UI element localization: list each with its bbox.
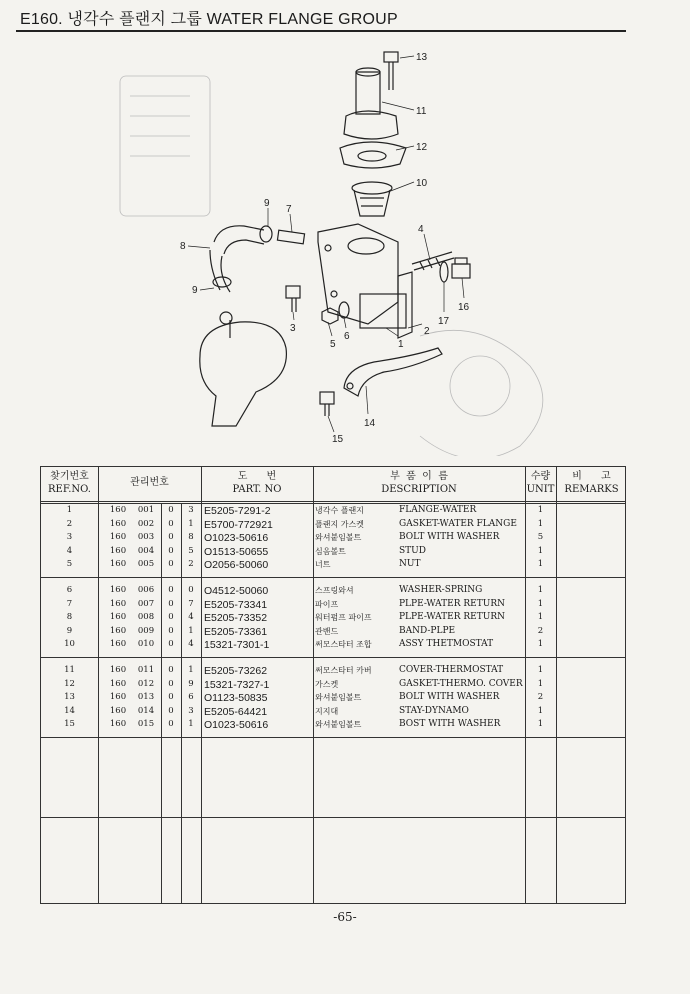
cell-unit: 1 bbox=[537, 665, 544, 675]
cell-part: 15321-7301-1 bbox=[204, 639, 270, 651]
header-rule bbox=[41, 501, 625, 502]
cell-n: 012 bbox=[137, 678, 155, 689]
cell-unit: 1 bbox=[537, 585, 544, 595]
cell-unit: 1 bbox=[537, 598, 544, 609]
col-divider bbox=[98, 467, 99, 903]
callout: 3 bbox=[290, 323, 296, 334]
cell-unit: 1 bbox=[537, 559, 544, 569]
cell-unit: 5 bbox=[537, 532, 544, 542]
cell-part: 15321-7327-1 bbox=[204, 678, 270, 691]
cell-desc: STAY-DYNAMO bbox=[399, 705, 469, 716]
cell-b: 1 bbox=[188, 665, 194, 675]
part-5-nut bbox=[322, 308, 338, 324]
page-number: -65- bbox=[333, 910, 357, 924]
cell-part: O1023-50616 bbox=[204, 532, 269, 544]
group-rule bbox=[41, 657, 625, 658]
cell-desc: BOST WITH WASHER bbox=[399, 719, 501, 729]
cell-part: O2056-50060 bbox=[204, 559, 269, 571]
part-17-washer bbox=[440, 262, 448, 282]
header-part-ko: 도 번 bbox=[237, 471, 277, 482]
cell-g: 160 bbox=[109, 705, 127, 716]
diagram-art bbox=[120, 52, 543, 456]
part-13-bolt bbox=[384, 52, 398, 90]
cell-n: 005 bbox=[137, 559, 155, 569]
cell-a: 0 bbox=[168, 705, 174, 716]
col-divider bbox=[201, 467, 202, 903]
cell-ko: 플랜지 가스켓 bbox=[315, 519, 364, 529]
cell-desc: WASHER-SPRING bbox=[399, 585, 483, 595]
cell-g: 160 bbox=[109, 585, 127, 595]
exploded-diagram bbox=[0, 36, 690, 456]
cell-unit: 1 bbox=[537, 612, 544, 622]
cell-ko: 워터펌프 파이프 bbox=[315, 613, 372, 622]
cell-desc: BOLT WITH WASHER bbox=[399, 692, 500, 702]
cell-b: 3 bbox=[188, 505, 194, 515]
part-3-bolt bbox=[286, 286, 300, 312]
cell-ko: 가스켓 bbox=[315, 679, 339, 689]
cell-a: 0 bbox=[168, 559, 174, 569]
callout: 12 bbox=[416, 142, 428, 153]
cell-n: 009 bbox=[137, 625, 155, 636]
cell-g: 160 bbox=[109, 612, 127, 622]
cell-ko: 스프링와셔 bbox=[315, 586, 354, 595]
cell-unit: 1 bbox=[537, 518, 544, 529]
cell-g: 160 bbox=[109, 559, 127, 569]
header-part bbox=[201, 470, 313, 496]
part-15-bolt bbox=[320, 392, 334, 416]
part-14-stay bbox=[344, 348, 442, 396]
callout: 17 bbox=[438, 316, 450, 327]
cell-part: O4512-50060 bbox=[204, 585, 269, 597]
cell-g: 160 bbox=[109, 545, 127, 556]
cell-b: 4 bbox=[188, 612, 194, 622]
header-ref bbox=[41, 470, 98, 496]
cell-n: 003 bbox=[137, 532, 155, 542]
cell-b: 5 bbox=[188, 545, 194, 556]
cell-g: 160 bbox=[109, 665, 127, 675]
cell-unit: 1 bbox=[537, 719, 544, 729]
cell-ref: 7 bbox=[66, 598, 73, 609]
part-11-cover bbox=[344, 68, 398, 139]
cell-unit: 1 bbox=[537, 705, 544, 716]
cell-a: 0 bbox=[168, 518, 174, 529]
cell-ko: 심음볼트 bbox=[315, 546, 346, 556]
cell-a: 0 bbox=[168, 585, 174, 595]
cell-ref: 1 bbox=[66, 505, 73, 515]
cell-g: 160 bbox=[109, 532, 127, 542]
cell-part: E5205-73262 bbox=[204, 665, 268, 677]
header-unit-ko: 수량 bbox=[530, 471, 551, 482]
part-9-clamp-lower bbox=[213, 277, 231, 287]
cell-ref: 14 bbox=[64, 705, 75, 716]
cell-b: 3 bbox=[188, 705, 194, 716]
cell-ref: 2 bbox=[66, 518, 73, 529]
cell-ref: 13 bbox=[64, 692, 75, 702]
part-16-plug bbox=[452, 258, 470, 278]
cell-b: 4 bbox=[188, 639, 194, 649]
cell-n: 002 bbox=[137, 518, 155, 529]
header-remarks-en: REMARKS bbox=[564, 484, 619, 495]
header-remarks-ko: 비 고 bbox=[572, 471, 611, 482]
cell-n: 007 bbox=[137, 598, 155, 609]
part-7-pipe bbox=[277, 230, 304, 244]
header-mgmt: 관리번호 bbox=[130, 477, 169, 488]
cell-g: 160 bbox=[109, 678, 127, 689]
cell-a: 0 bbox=[168, 612, 174, 622]
callout: 8 bbox=[180, 241, 186, 252]
cell-n: 010 bbox=[137, 639, 155, 649]
cell-b: 1 bbox=[188, 625, 194, 636]
cell-unit: 1 bbox=[537, 639, 544, 649]
background-engine bbox=[120, 76, 543, 456]
cell-ref: 6 bbox=[66, 585, 73, 595]
cell-g: 160 bbox=[109, 518, 127, 529]
callout: 6 bbox=[344, 331, 350, 342]
part-12-gasket bbox=[340, 142, 406, 168]
cell-ko: 써모스타터 조합 bbox=[315, 640, 372, 649]
cell-desc: STUD bbox=[399, 545, 426, 556]
cell-n: 008 bbox=[137, 612, 155, 622]
callout: 15 bbox=[332, 434, 344, 445]
cell-ref: 11 bbox=[64, 665, 75, 675]
col-divider bbox=[556, 467, 557, 903]
header-ref-en: REF.NO. bbox=[48, 484, 91, 495]
cell-desc: BAND-PLPE bbox=[399, 625, 456, 636]
callout: 7 bbox=[286, 204, 292, 215]
cell-a: 0 bbox=[168, 678, 174, 689]
callout: 1 bbox=[398, 339, 404, 350]
cell-b: 6 bbox=[188, 692, 194, 702]
cell-ref: 12 bbox=[64, 678, 75, 689]
cell-part: E5205-73341 bbox=[204, 598, 268, 611]
cell-ref: 4 bbox=[66, 545, 73, 556]
cell-a: 0 bbox=[168, 598, 174, 609]
group-rule bbox=[41, 817, 625, 818]
cell-a: 0 bbox=[168, 665, 174, 675]
cell-unit: 1 bbox=[537, 678, 544, 689]
cell-desc: BOLT WITH WASHER bbox=[399, 532, 500, 542]
group-rule bbox=[41, 577, 625, 578]
cell-desc: ASSY THETMOSTAT bbox=[399, 639, 494, 649]
callout: 9 bbox=[264, 198, 270, 209]
cell-unit: 1 bbox=[537, 545, 544, 556]
cell-unit: 2 bbox=[537, 692, 544, 702]
cell-ref: 8 bbox=[66, 612, 73, 622]
cell-b: 9 bbox=[188, 678, 194, 689]
cell-ref: 10 bbox=[64, 639, 75, 649]
cell-ref: 3 bbox=[66, 532, 73, 542]
cell-ref: 5 bbox=[66, 559, 73, 569]
cell-ko: 냉각수 플랜지 bbox=[315, 506, 364, 515]
cell-n: 013 bbox=[137, 692, 155, 702]
header-unit-en: UNIT bbox=[526, 484, 555, 495]
cell-ko: 지지대 bbox=[315, 706, 339, 716]
cell-part: O1513-50655 bbox=[204, 545, 269, 558]
cell-g: 160 bbox=[109, 505, 127, 515]
header-desc-ko: 부 품 이 름 bbox=[390, 471, 448, 482]
cell-part: O1123-50835 bbox=[204, 692, 268, 704]
callout: 4 bbox=[418, 224, 424, 235]
cell-a: 0 bbox=[168, 545, 174, 556]
cell-n: 011 bbox=[137, 665, 155, 675]
cell-ref: 15 bbox=[64, 719, 75, 729]
cell-part: E5205-64421 bbox=[204, 705, 268, 718]
title-rule bbox=[16, 30, 626, 32]
cell-ko: 너트 bbox=[315, 560, 331, 569]
cell-desc: GASKET-WATER FLANGE bbox=[399, 518, 517, 529]
cell-b: 7 bbox=[188, 598, 194, 609]
parts-table bbox=[40, 466, 626, 904]
part-1-flange bbox=[318, 224, 406, 328]
header-part-en: PART. NO bbox=[232, 484, 282, 495]
water-pump bbox=[200, 312, 287, 426]
cell-part: E5205-7291-2 bbox=[204, 505, 271, 517]
cell-n: 015 bbox=[137, 719, 155, 729]
cell-part: E5205-73352 bbox=[204, 612, 268, 624]
callout: 5 bbox=[330, 339, 336, 350]
callout: 9 bbox=[192, 285, 198, 296]
header-desc bbox=[313, 470, 525, 496]
callout: 10 bbox=[416, 178, 428, 189]
cell-desc: NUT bbox=[399, 559, 421, 569]
cell-desc: FLANGE-WATER bbox=[399, 505, 477, 515]
cell-desc: PLPE-WATER RETURN bbox=[399, 598, 505, 609]
cell-g: 160 bbox=[109, 692, 127, 702]
cell-g: 160 bbox=[109, 719, 127, 729]
header-ref-ko: 찾기번호 bbox=[50, 471, 89, 482]
cell-g: 160 bbox=[109, 625, 127, 636]
cell-a: 0 bbox=[168, 639, 174, 649]
cell-a: 0 bbox=[168, 625, 174, 636]
part-10-thermostat bbox=[352, 182, 392, 216]
callout: 2 bbox=[424, 326, 430, 337]
cell-ko: 와셔붙임볼트 bbox=[315, 533, 362, 542]
header-remarks bbox=[556, 470, 627, 496]
cell-desc: COVER-THERMOSTAT bbox=[399, 665, 504, 675]
part-9-clamp-upper bbox=[260, 226, 272, 242]
cell-a: 0 bbox=[168, 505, 174, 515]
cell-desc: GASKET-THERMO. COVER bbox=[399, 678, 523, 689]
callout: 13 bbox=[416, 52, 428, 63]
cell-part: E5700-772921 bbox=[204, 518, 273, 531]
cell-a: 0 bbox=[168, 692, 174, 702]
cell-part: O1023-50616 bbox=[204, 719, 269, 731]
col-divider bbox=[313, 467, 314, 903]
cell-a: 0 bbox=[168, 532, 174, 542]
cell-ko: 와셔붙임볼트 bbox=[315, 720, 362, 729]
cell-n: 014 bbox=[137, 705, 155, 716]
cell-ko: 관밴드 bbox=[315, 626, 339, 636]
header-desc-en: DESCRIPTION bbox=[381, 484, 457, 495]
cell-g: 160 bbox=[109, 639, 127, 649]
cell-b: 0 bbox=[188, 585, 194, 595]
cell-ko: 파이프 bbox=[315, 599, 339, 609]
cell-n: 006 bbox=[137, 585, 155, 595]
group-rule bbox=[41, 737, 625, 738]
cell-b: 1 bbox=[188, 719, 194, 729]
part-6-washer bbox=[339, 302, 349, 318]
cell-b: 8 bbox=[188, 532, 194, 542]
header-rule bbox=[41, 503, 625, 504]
cell-ko: 와셔붙임볼트 bbox=[315, 693, 362, 702]
cell-part: E5205-73361 bbox=[204, 625, 268, 638]
callout: 16 bbox=[458, 302, 470, 313]
part-8-hose bbox=[210, 226, 264, 292]
cell-ref: 9 bbox=[66, 625, 73, 636]
header-unit bbox=[525, 470, 556, 496]
cell-g: 160 bbox=[109, 598, 127, 609]
cell-ko: 써모스타터 카버 bbox=[315, 666, 372, 675]
cell-n: 004 bbox=[137, 545, 155, 556]
page-title: E160. 냉각수 플랜지 그룹 WATER FLANGE GROUP bbox=[20, 11, 398, 28]
callout: 14 bbox=[364, 418, 376, 429]
cell-b: 2 bbox=[188, 559, 194, 569]
callout: 11 bbox=[416, 106, 427, 117]
cell-unit: 1 bbox=[537, 505, 544, 515]
cell-desc: PLPE-WATER RETURN bbox=[399, 612, 505, 622]
cell-unit: 2 bbox=[537, 625, 544, 636]
cell-a: 0 bbox=[168, 719, 174, 729]
cell-n: 001 bbox=[137, 505, 155, 515]
cell-b: 1 bbox=[188, 518, 194, 529]
